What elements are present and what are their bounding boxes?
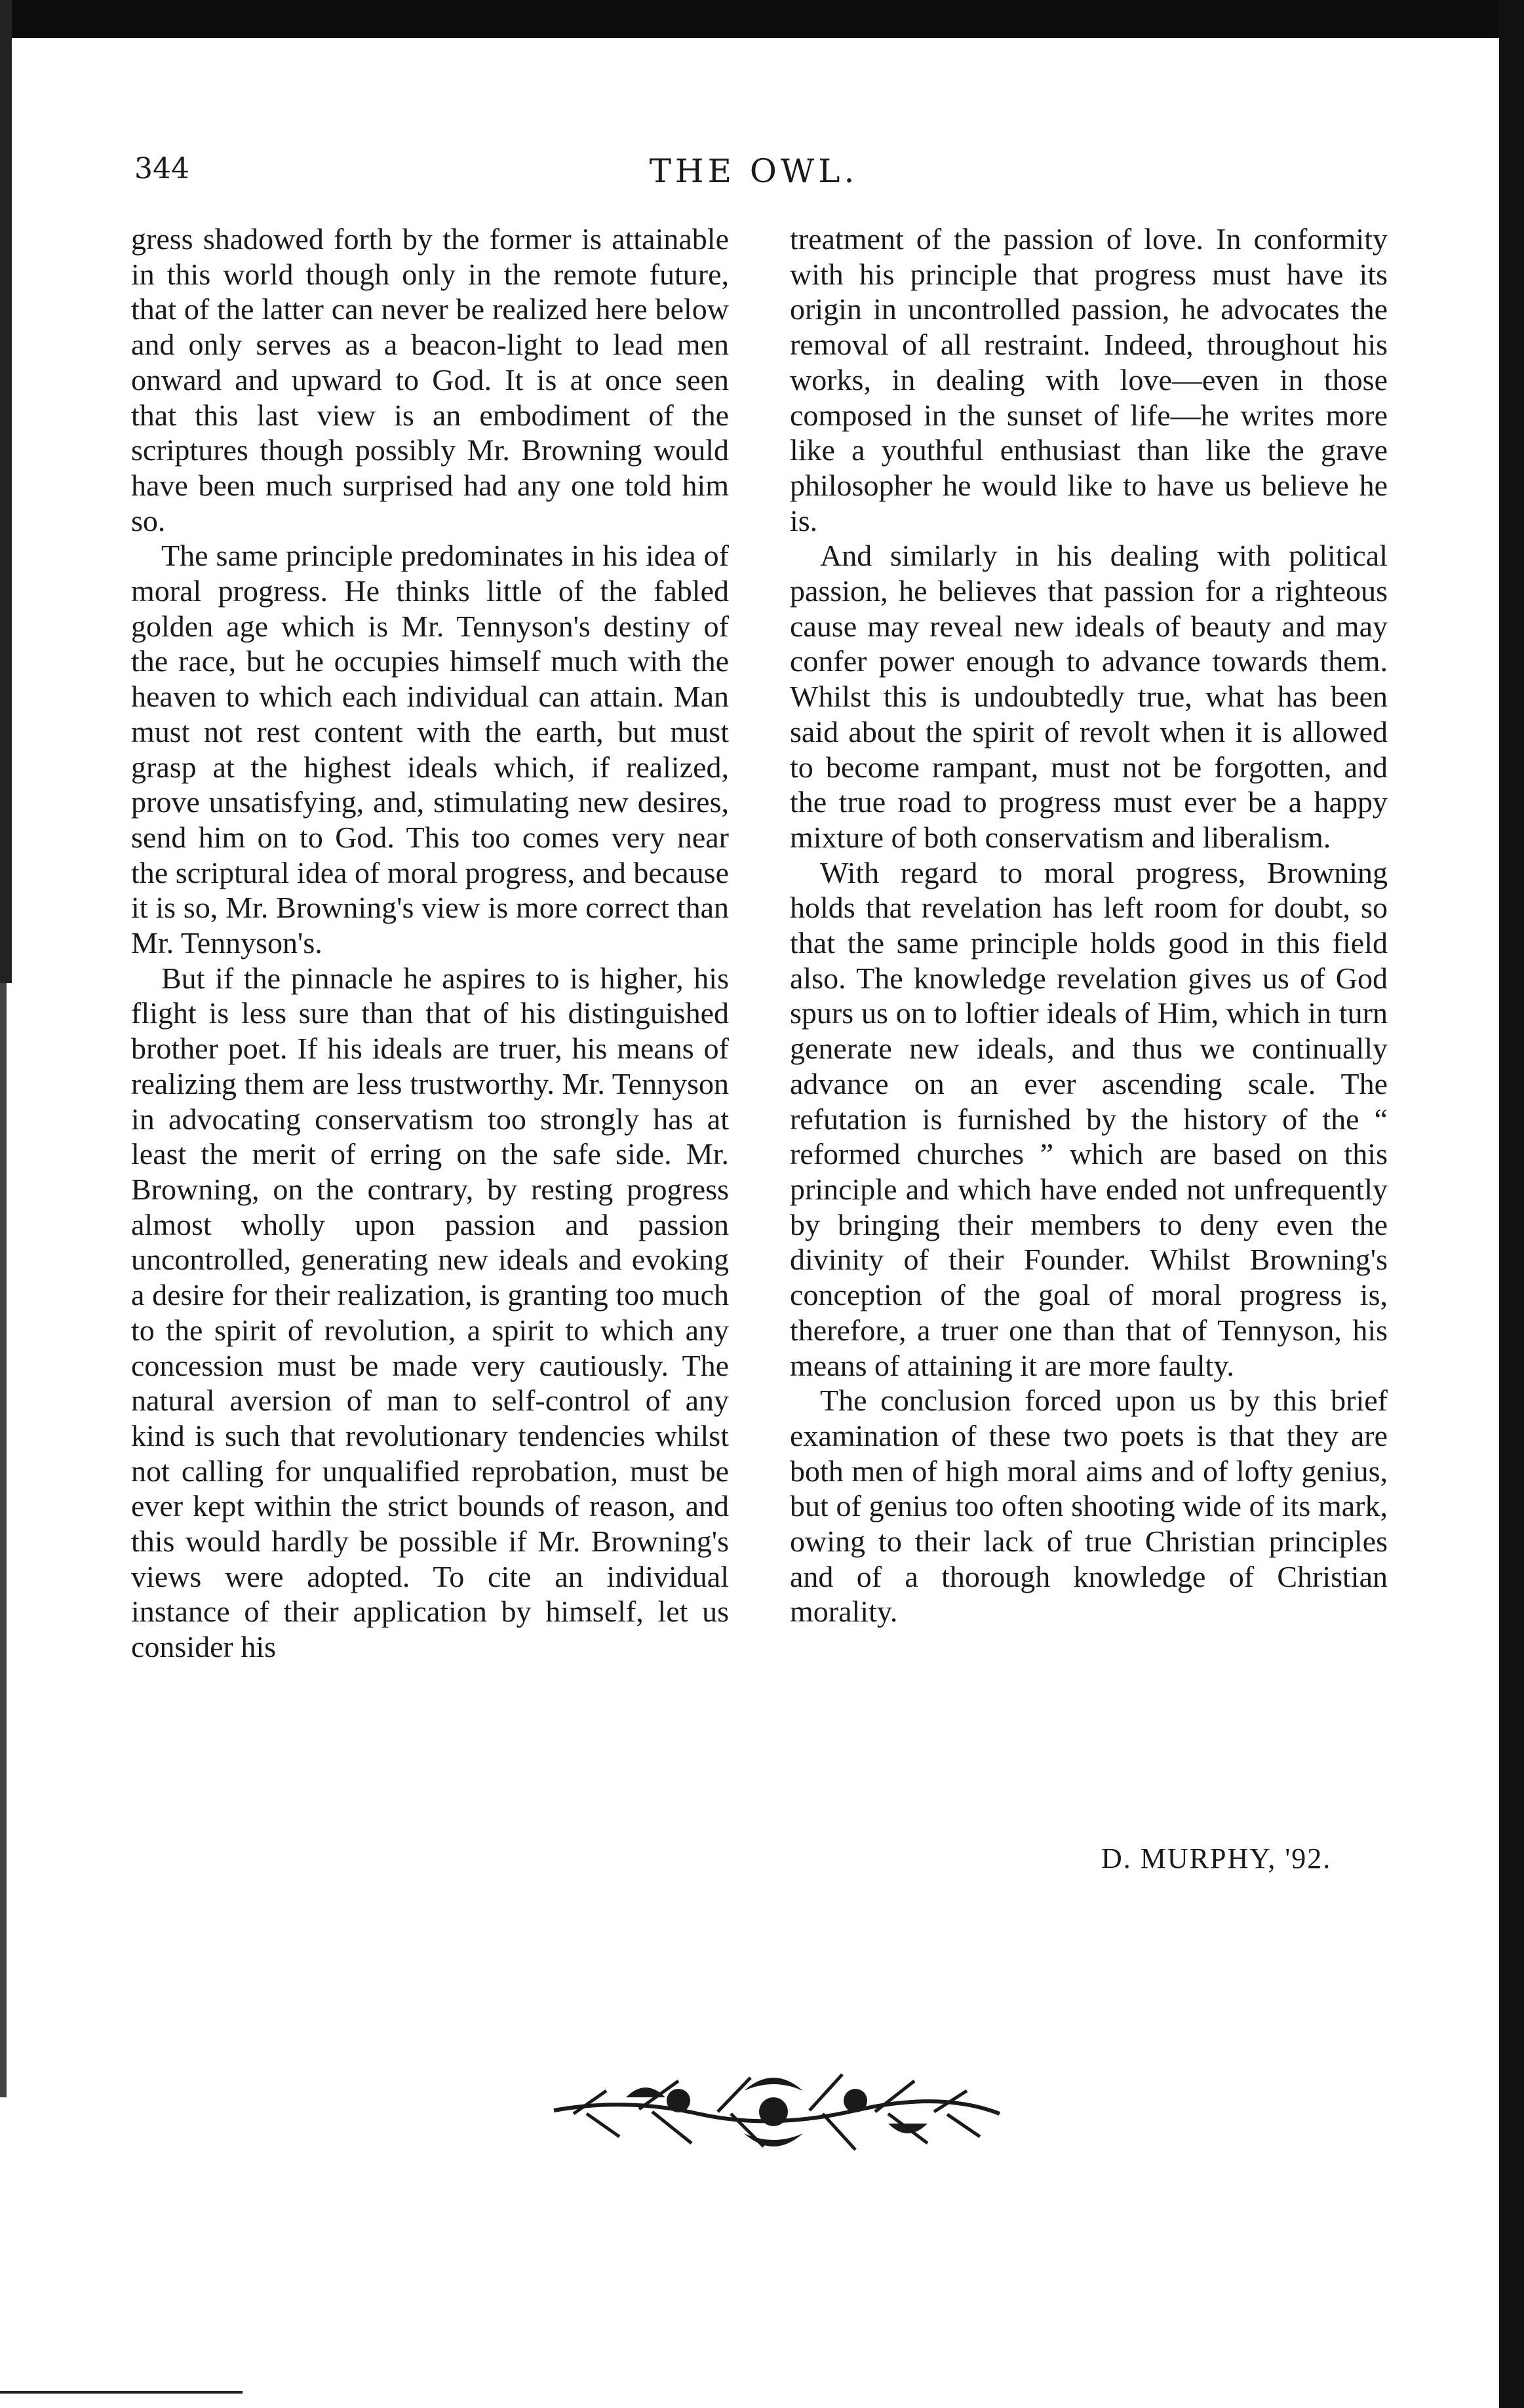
paragraph: gress shadowed forth by the former is attainable in this world though only in the remote future, that of the latter can never be realized here below and only serves as a beacon-light to lead men onward and upward to God. It is at once seen that this last view is an embodiment of the scriptures though possibly Mr. Browning would have been much surprised had any one told him so.	[131, 222, 729, 537]
scan-edge-top	[0, 0, 1524, 38]
author-signature: D. MURPHY, '92.	[1101, 1842, 1332, 1874]
scan-edge-left	[0, 0, 12, 983]
page-header	[134, 152, 1373, 198]
scan-edge-left-lower	[0, 983, 7, 2097]
running-title: THE OWL.	[649, 152, 859, 190]
paragraph: But if the pinnacle he aspires to is higher, his flight is less sure than that of his distinguished brother poet. If his ideals are truer, his means of realizing them are less trustworthy. Mr. Tennyson in advocating conservatism too strongly has at least the merit of erring on the safe side. Mr. Browning, on the contrary, by resting progress almost wholly upon passion and passion uncontrolled, generating new ideals and evoking a desire for their realization, is granting too much to the spirit of revolution, a spirit to which any concession must be made very cautiously. The natural aversion of man to self-control of any kind is such that revolutionary tendencies whilst not calling for unqualified reprobation, must be ever kept within the strict bounds of reason, and this would hardly be possible if Mr. Browning's views were adopted. To cite an individual instance of their application by himself, let us consider his	[131, 961, 729, 1664]
scan-edge-right	[1499, 0, 1524, 2408]
left-column	[131, 222, 729, 1665]
right-column	[790, 222, 1388, 1629]
paragraph: The same principle predominates in his idea of moral progress. He thinks little of the fabled golden age which is Mr. Tennyson's destiny of the race, but he occupies himself much with the heaven to which each individual can attain. Man must not rest content with the earth, but must grasp at the highest ideals which, if realized, prove unsatisfying, and, stimulating new desires, send him on to God. This too comes very near the scriptural idea of moral progress, and because it is so, Mr. Browning's view is more correct than Mr. Tennyson's.	[131, 539, 729, 960]
paragraph: And similarly in his dealing with political passion, he believes that passion for a righteous cause may reveal new ideals of beauty and may confer power enough to advance towards them. Whilst this is undoubtedly true, what has been said about the spirit of revolt when it is allowed to become rampant, must not be forgotten, and the true road to progress must ever be a happy mixture of both conservatism and liberalism.	[790, 539, 1388, 854]
paragraph: The conclusion forced upon us by this brief examination of these two poets is that they are both men of high moral aims and of lofty genius, but of genius too often shooting wide of its mark, owing to their lack of true Christian principles and of a thorough knowledge of Christian morality.	[790, 1384, 1388, 1629]
floral-ornament-icon	[547, 2051, 1006, 2163]
footer-rule	[0, 2391, 243, 2394]
paragraph: treatment of the passion of love. In conformity with his principle that progress must have its origin in uncontrolled passion, he advocates the removal of all restraint. Indeed, throughout his works, in dealing with love—even in those composed in the sunset of life—he writes more like a youthful enthusiast than like the grave philosopher he would like to have us believe he is.	[790, 222, 1388, 537]
page-number: 344	[134, 152, 189, 185]
paragraph: With regard to moral progress, Browning holds that revelation has left room for doubt, so that the same principle holds good in this field also. The knowledge revelation gives us of God spurs us on to loftier ideals of Him, which in turn generate new ideals, and thus we continually advance on an ever ascending scale. The refutation is furnished by the history of the “ reformed churches ” which are based on this principle and which have ended not unfrequently by bringing their members to deny even the divinity of their Founder. Whilst Browning's conception of the goal of moral progress is, therefore, a truer one than that of Tennyson, his means of attaining it are more faulty.	[790, 855, 1388, 1382]
